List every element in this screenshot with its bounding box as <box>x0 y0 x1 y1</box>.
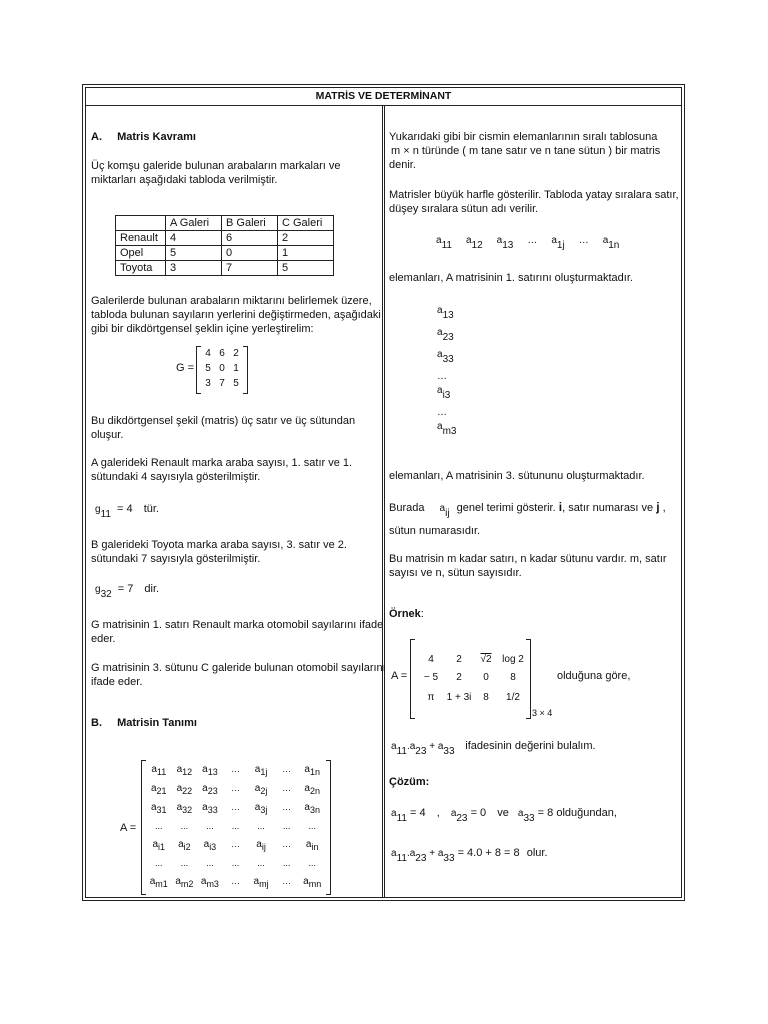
table-header-row <box>116 216 334 231</box>
text-line: A galerideki Renault marka araba sayısı, 1. satır ve 1. <box>91 457 353 469</box>
text-line: gibi bir dikdörtgensel şeklin içine yerleştirelim: <box>91 323 314 335</box>
matrix-cell: a21 <box>150 783 167 796</box>
matrix-cell: log 2 <box>502 654 524 665</box>
example-label: Örnek <box>389 608 421 620</box>
matrix-cell: 1 <box>233 363 239 374</box>
text-line: sütundaki 4 sayısıyla gösterilmiştir. <box>91 471 261 483</box>
matrix-cell: am3 <box>200 876 219 889</box>
matrix-cell: ain <box>305 839 319 852</box>
matrix-cell: am1 <box>149 876 168 889</box>
text-line: düşey sıralara sütun adı verilir. <box>389 203 539 215</box>
paragraph-general-term <box>389 500 666 519</box>
sol-a11: = 4 <box>410 807 426 819</box>
text-line: oluşur. <box>91 429 124 441</box>
column-element: a33 <box>437 349 454 365</box>
matrix-cell: … <box>282 839 292 849</box>
matrix-cell: ... <box>180 858 189 868</box>
matrix-cell: 5 <box>205 363 211 374</box>
table-header-cell: B Galeri <box>222 216 278 231</box>
row-element: a11 <box>436 235 452 251</box>
sol2-suffix: olur. <box>526 847 548 859</box>
table-row <box>116 246 334 261</box>
sol2-rhs: = 4.0 + 8 = 8 <box>457 847 520 859</box>
paragraph-row <box>91 618 383 646</box>
matrix-cell: … <box>230 764 240 774</box>
eq-rhs: = 4 <box>117 503 133 515</box>
matrix-cell: a3n <box>304 802 320 815</box>
row-element: … <box>527 235 538 246</box>
column-element: a23 <box>437 327 454 343</box>
matrix-cell: √2 <box>480 654 492 665</box>
column-element: a13 <box>437 305 454 321</box>
matrix-cell: a12 <box>176 764 193 777</box>
table-cell: 6 <box>222 231 278 246</box>
text-line: Bu dikdörtgensel şekil (matris) üç satır ve üç sütundan <box>91 415 356 427</box>
text-line: Yukarıdaki gibi bir cismin elemanlarının sıralı tablosuna <box>389 131 658 143</box>
matrix-cell: ... <box>308 821 316 831</box>
matrix-cell: 2 <box>456 672 462 683</box>
row-elements <box>436 235 633 251</box>
matrix-cell: amj <box>253 876 269 889</box>
matrix-cell: π <box>427 692 435 703</box>
matrix-cell: 6 <box>219 348 225 359</box>
text-prefix: Burada <box>389 502 425 514</box>
eq-rhs: = 7 <box>117 583 134 595</box>
matrix-cell: amn <box>303 876 322 889</box>
matrix-cell: 4 <box>205 348 211 359</box>
matrix-cell: 3 <box>205 378 211 389</box>
expr-suffix: ifadesinin değerini bulalım. <box>465 740 596 752</box>
solution-heading: Çözüm: <box>389 776 430 788</box>
example-colon: : <box>420 608 424 620</box>
expression <box>391 740 596 757</box>
matrix-cell: … <box>282 876 292 886</box>
section-b-letter: B. <box>91 717 102 729</box>
solution-line-1: a11 = 4 , a23 = 0 ve a33 = 8 olduğundan, <box>391 807 617 824</box>
matrix-cell: ... <box>257 821 265 831</box>
matrix-cell: 2 <box>456 654 462 665</box>
matrix-cell: a11 <box>151 764 167 777</box>
matrix-cell: a22 <box>176 783 193 796</box>
matrix-cell: ... <box>155 858 163 868</box>
table-header-cell: C Galeri <box>278 216 334 231</box>
text-line: Matrisler büyük harfle gösterilir. Tabloda yatay sıralara satır, <box>389 189 679 201</box>
row-element: a1n <box>602 235 620 251</box>
g-matrix-label: G = <box>176 362 195 374</box>
table-cell: 5 <box>278 261 334 276</box>
paragraph-arrange <box>91 294 381 336</box>
sol-a23: = 0 <box>470 807 487 819</box>
matrix-cell: 4 <box>428 654 434 665</box>
matrix-cell: a31 <box>150 802 167 815</box>
matrix-cell: 0 <box>483 672 489 683</box>
matrix-cell: − 5 <box>423 672 439 683</box>
a-matrix-grid <box>146 762 325 889</box>
matrix-cell: aij <box>256 839 266 852</box>
ex-matrix-dim: 3 × 4 <box>532 708 553 718</box>
sol-ve: ve <box>497 807 509 819</box>
text-line: G matrisinin 3. sütunu C galeride bulunan otomobil sayılarını <box>91 662 386 674</box>
bracket-right <box>326 760 331 895</box>
matrix-cell: ai1 <box>152 839 166 852</box>
matrix-cell: ... <box>282 821 291 831</box>
table-cell: 1 <box>278 246 334 261</box>
text-mid: genel terimi gösterir. <box>456 502 556 514</box>
paragraph-row-elements: elemanları, A matrisinin 1. satırını oluşturmaktadır. <box>389 272 633 284</box>
matrix-cell: a1j <box>254 764 268 777</box>
text-line: denir. <box>389 159 416 171</box>
column-elements <box>437 305 456 443</box>
table-row <box>116 231 334 246</box>
paragraph-notation <box>389 188 679 216</box>
matrix-cell: ... <box>155 821 163 831</box>
ex-matrix-grid <box>418 653 528 705</box>
i-symbol: i <box>558 500 563 514</box>
intro-line: Üç komşu galeride bulunan arabaların markaları ve <box>91 160 341 172</box>
text-line: m × n türünde ( m tane satır ve n tane sütun ) bir matris <box>391 145 661 157</box>
text-end: , <box>662 502 666 514</box>
matrix-cell: … <box>282 764 292 774</box>
ex-matrix-label: A = <box>391 670 408 682</box>
text-line: sütundaki 7 sayısıyla gösterilmiştir. <box>91 553 261 565</box>
section-a-title: Matris Kavramı <box>117 131 196 143</box>
matrix-cell: a23 <box>202 783 218 796</box>
table-cell: Renault <box>116 231 166 246</box>
ex-matrix-suffix: olduğuna göre, <box>557 670 631 682</box>
section-b-title: Matrisin Tanımı <box>117 717 197 729</box>
matrix-cell: a33 <box>202 802 218 815</box>
matrix-cell: ... <box>231 858 240 868</box>
matrix-cell: ... <box>282 858 291 868</box>
expr-term: a11.a23 + a33 <box>391 741 455 757</box>
matrix-cell: … <box>230 839 240 849</box>
matrix-cell: 2 <box>233 348 239 359</box>
eq-suffix: tür. <box>143 503 159 515</box>
table-cell: 7 <box>222 261 278 276</box>
example-heading <box>389 607 424 621</box>
text-line: sayısı ve n, sütun sayısıdır. <box>389 567 522 579</box>
section-b-heading <box>91 716 197 730</box>
table-header-cell: A Galeri <box>166 216 222 231</box>
table-cell: Opel <box>116 246 166 261</box>
text-line: sütun numarasıdır. <box>389 525 481 537</box>
matrix-cell: 1/2 <box>506 692 520 703</box>
example-matrix <box>410 639 531 719</box>
row-element: a12 <box>465 235 483 251</box>
paragraph-definition <box>389 130 660 172</box>
text-line: Bu matrisin m kadar satırı, n kadar sütunu vardır. m, satır <box>389 553 667 565</box>
matrix-cell: ... <box>257 858 265 868</box>
column-element: am3 <box>437 421 457 437</box>
matrix-cell: a13 <box>202 764 218 777</box>
column-element: … <box>437 371 447 382</box>
a-matrix <box>141 760 331 895</box>
eq-sub: 32 <box>100 589 112 600</box>
paragraph-renault <box>91 456 352 484</box>
table-cell: 4 <box>166 231 222 246</box>
eq-sub: 11 <box>100 509 111 520</box>
text-line: tabloda bulunan sayıların yerlerini değiştirmeden, aşağıdaki <box>91 309 381 321</box>
matrix-cell: 0 <box>219 363 225 374</box>
bracket-left <box>410 639 415 719</box>
matrix-cell: a1n <box>304 764 320 777</box>
table-header-cell <box>116 216 166 231</box>
matrix-cell: ... <box>231 821 240 831</box>
matrix-cell: 8 <box>510 672 516 683</box>
row-element: a1j <box>551 235 565 251</box>
text-line: G matrisinin 1. satırı Renault marka otomobil sayılarını ifade <box>91 619 384 631</box>
term-a: a <box>439 503 446 514</box>
matrix-cell: 7 <box>219 378 225 389</box>
matrix-cell: ... <box>206 858 214 868</box>
matrix-cell: … <box>282 783 292 793</box>
row-element: a13 <box>496 235 514 251</box>
text-line: ifade eder. <box>91 676 143 688</box>
bracket-right <box>243 346 248 394</box>
matrix-cell: ... <box>308 858 316 868</box>
table-cell: 2 <box>278 231 334 246</box>
table-row <box>116 261 334 276</box>
text-line: Galerilerde bulunan arabaların miktarını belirlemek üzere, <box>91 295 372 307</box>
section-a-letter: A. <box>91 131 102 143</box>
table-cell: 0 <box>222 246 278 261</box>
row-element: … <box>578 235 589 246</box>
ex-row <box>418 653 528 667</box>
matrix-cell: ... <box>180 821 189 831</box>
ex-row <box>418 671 528 685</box>
text-line: B galerideki Toyota marka araba sayısı, 3. satır ve 2. <box>91 539 347 551</box>
paragraph-column <box>91 661 386 689</box>
eq-suffix: dir. <box>144 583 160 595</box>
matrix-cell: ... <box>206 821 214 831</box>
matrix-cell: ai3 <box>203 839 217 852</box>
j-symbol: j <box>656 500 660 514</box>
matrix-cell: … <box>230 876 240 886</box>
a-matrix-label: A = <box>120 822 137 834</box>
column-element: … <box>437 407 447 418</box>
paragraph-toyota <box>91 538 347 566</box>
matrix-cell: 8 <box>483 692 489 703</box>
eq-var: g <box>95 504 101 515</box>
intro-paragraph <box>91 159 340 187</box>
term-sub: ij <box>445 508 450 519</box>
matrix-cell: … <box>230 783 240 793</box>
table-cell: 3 <box>166 261 222 276</box>
matrix-cell: 1 + 3i <box>446 692 472 703</box>
solution-line-2: a11.a23 + a33 = 4.0 + 8 = 8 olur. <box>391 847 548 864</box>
table-cell: Toyota <box>116 261 166 276</box>
equation-g32 <box>95 583 160 600</box>
g-matrix-grid <box>201 348 243 390</box>
paragraph-column-elements: elemanları, A matrisinin 3. sütununu oluşturmaktadır. <box>389 470 645 482</box>
text-line: eder. <box>91 633 116 645</box>
matrix-cell: a32 <box>176 802 193 815</box>
equation-g11 <box>95 503 159 520</box>
page-title: MATRİS VE DETERMİNANT <box>86 88 681 106</box>
column-divider <box>382 106 385 897</box>
sol-a33: = 8 <box>537 807 554 819</box>
text-i: , satır numarası ve <box>562 502 654 514</box>
matrix-cell: 5 <box>233 378 239 389</box>
g-matrix <box>196 346 248 394</box>
matrix-cell: a2j <box>254 783 268 796</box>
intro-line: miktarları aşağıdaki tabloda verilmiştir. <box>91 174 278 186</box>
matrix-cell: a2n <box>304 783 320 796</box>
matrix-cell: ai2 <box>178 839 191 852</box>
column-element: ai3 <box>437 385 451 401</box>
section-a-heading <box>91 130 196 144</box>
ex-row <box>418 691 528 705</box>
matrix-cell: am2 <box>175 876 194 889</box>
table-cell: 5 <box>166 246 222 261</box>
sol-suffix: olduğundan, <box>556 807 617 819</box>
eq-var: g <box>95 584 101 595</box>
matrix-cell: … <box>282 802 292 812</box>
gallery-table <box>115 215 334 276</box>
paragraph-dimensions <box>389 552 667 580</box>
matrix-cell: a3j <box>254 802 268 815</box>
matrix-cell: … <box>230 802 240 812</box>
paragraph-shape <box>91 414 355 442</box>
